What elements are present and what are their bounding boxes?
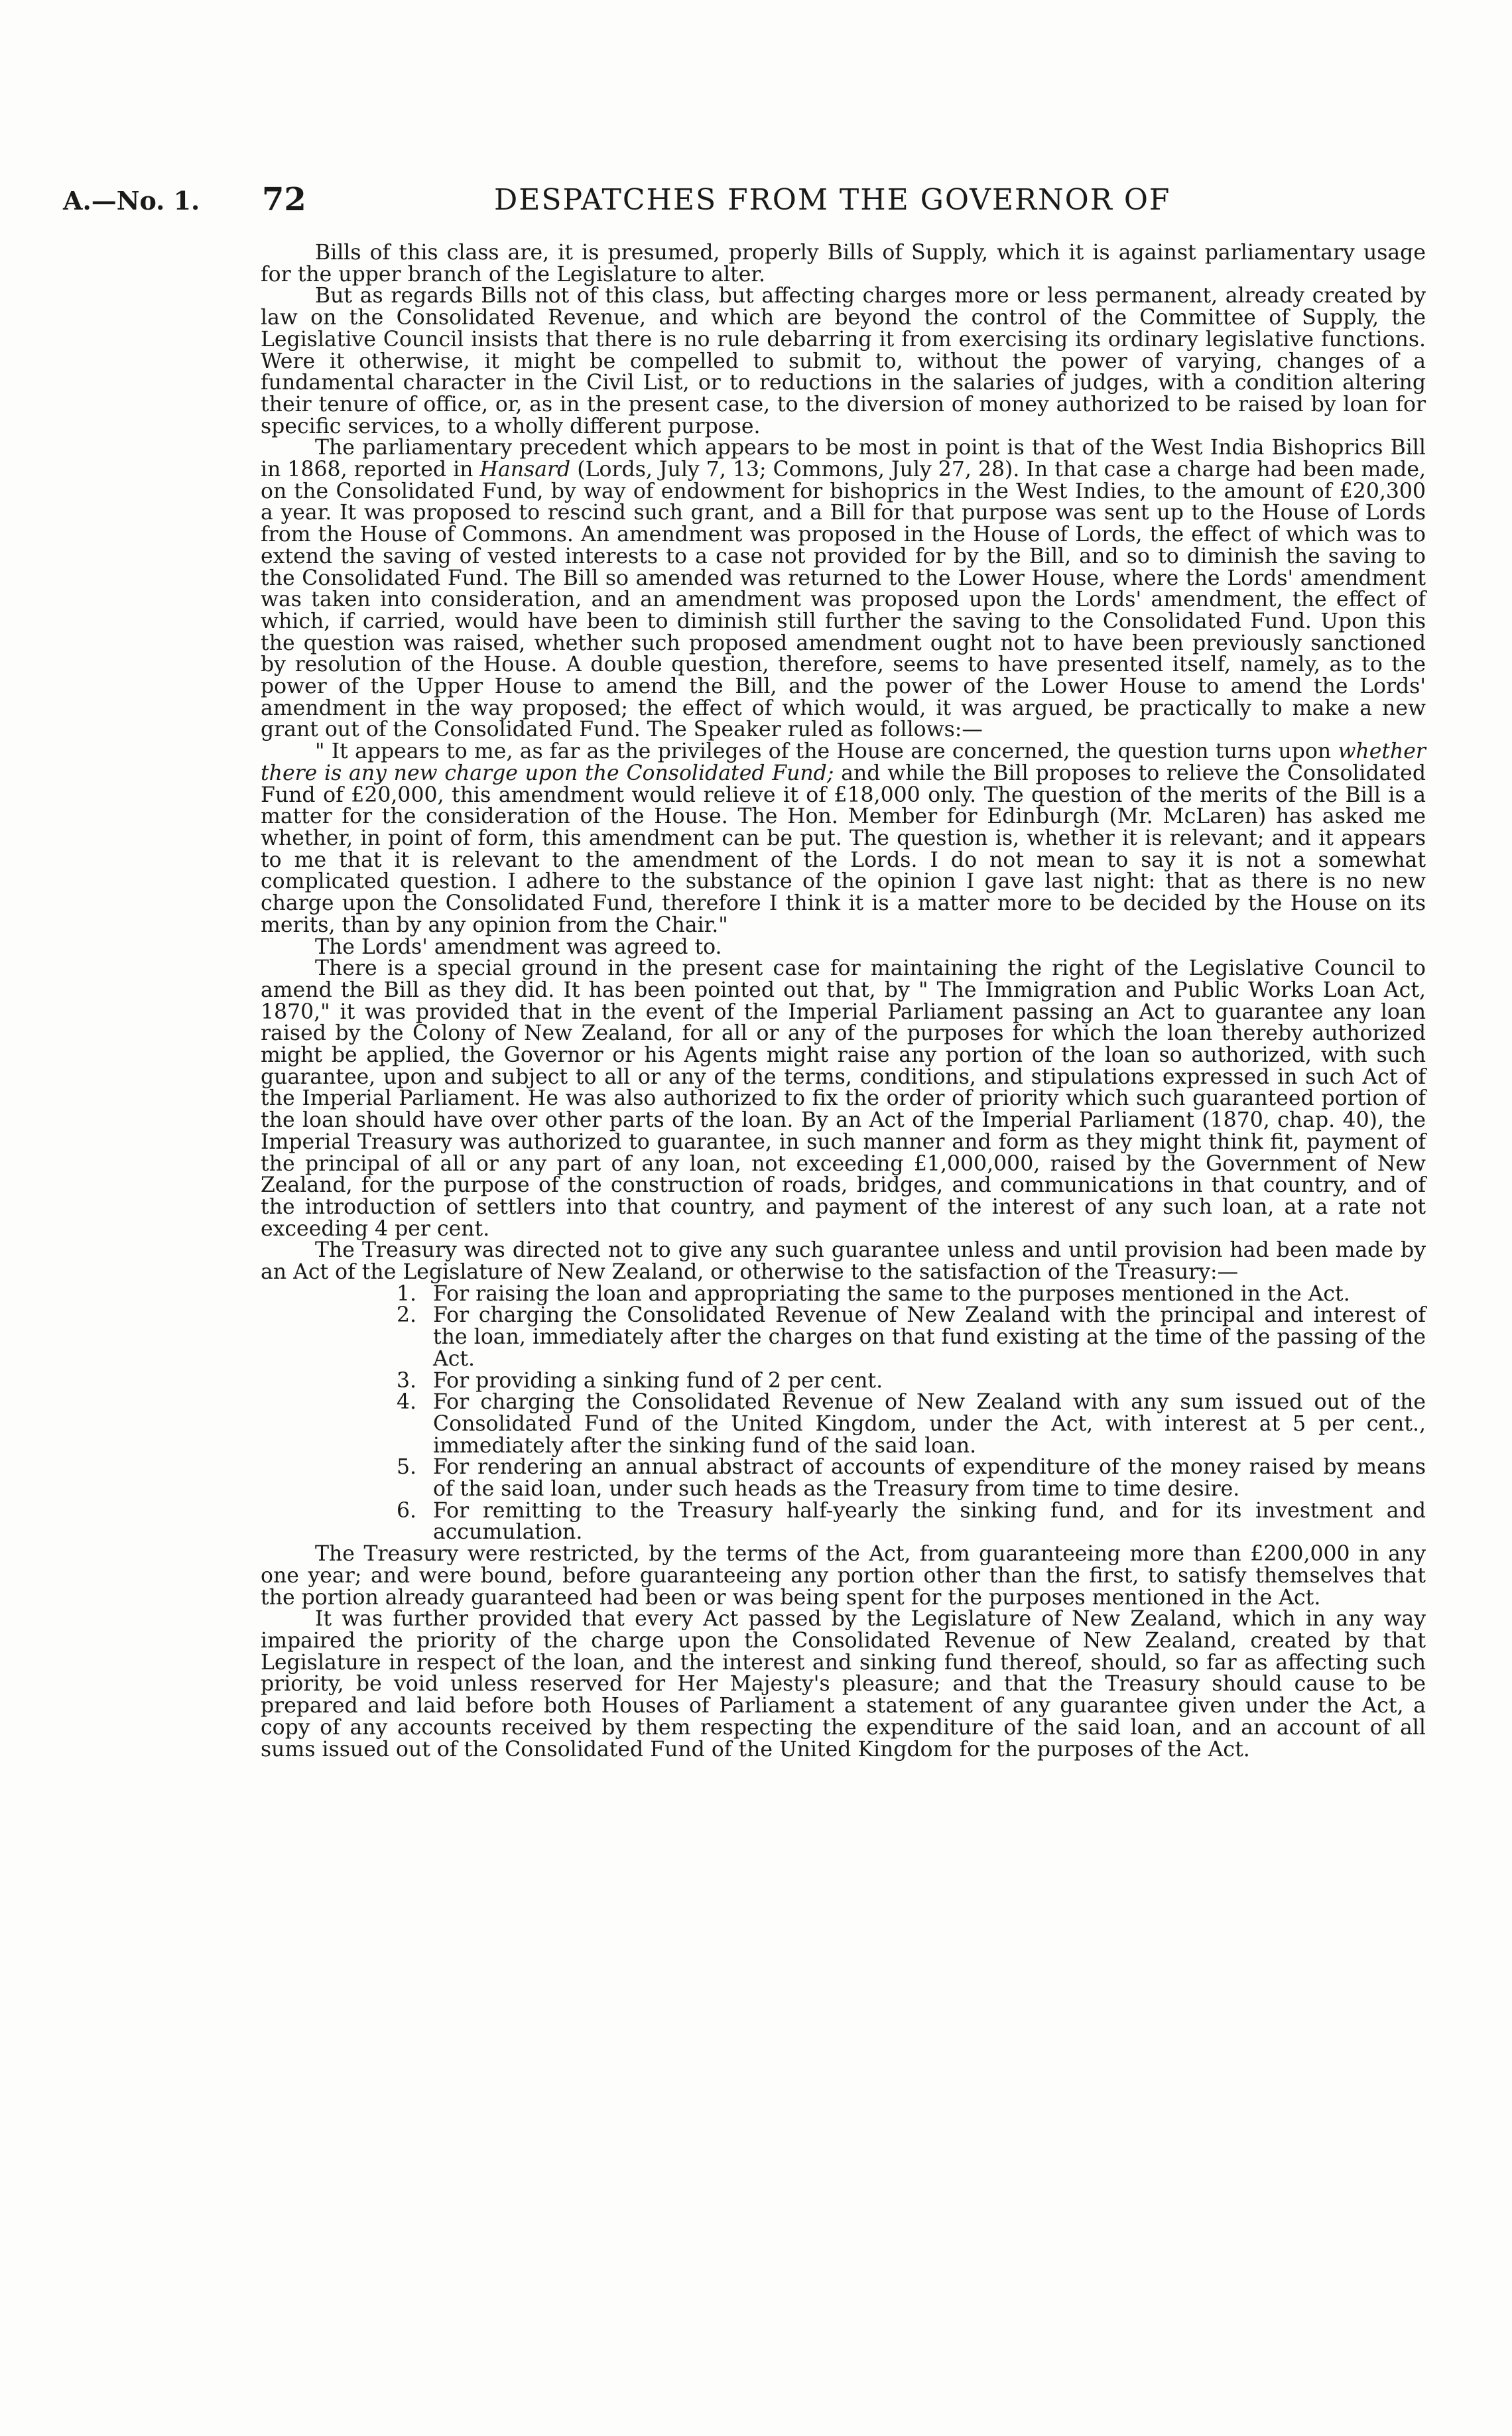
precedent-text-end: (Lords, July 7, 13; Commons, July 27, 28). In that case a charge had been made, on the Consolidated Fund, by way of endowment for bishoprics in the West Indies, to the amount of £20,300 a year. It was proposed to rescind such grant, and a Bill for that purpose was sent up to the House of Lords from the House of Commons. An amendment was proposed in the House of Lords, the effect of which was to extend the saving of vested interests to a case not provided for by the Bill, and so to diminish the saving to the Consolidated Fund. The Bill so amended was returned to the Lower House, where the Lords' amendment was taken into consideration, and an amendment was proposed upon the Lords' amendment, the effect of which, if carried, would have been to diminish still further the saving to the Consolidated Fund. Upon this the question was raised, whether such proposed amendment ought not to have been previously sanctioned by resolution of the House. A double question, therefore, seems to have presented itself, namely, as to the power of the Upper House to amend the Bill, and the power of the Lower House to amend the Lords' amendment in the way proposed; the effect of which would, it was argued, be practically to make a new grant out of the Consolidated Fund. The Speaker ruled as follows:—	[261, 458, 1426, 742]
list-number: 6.	[397, 1498, 417, 1523]
list-text: For charging the Consolidated Revenue of New Zealand with any sum issued out of the Consolidated Fund of the United Kingdom, under the Act, with interest at 5 per cent., immediately after the sinking fund of the said loan.	[433, 1390, 1426, 1458]
list-number: 1.	[397, 1281, 417, 1306]
list-text: For raising the loan and appropriating the same to the purposes mentioned in the Act.	[433, 1281, 1350, 1306]
paragraph-legislative-council: But as regards Bills not of this class, but affecting charges more or less permanent, already created by law on the Consolidated Revenue, and which are beyond the control of the Committee of Supply, the Legislative Council insists that there is no rule debarring it from exercising its ordinary legislative functions. Were it otherwise, it might be compelled to submit to, without the power of varying, changes of a fundamental character in the Civil List, or to reductions in the salaries of judges, with a condition altering their tenure of office, or, as in the present case, to the diversion of money authorized to be raised by loan for specific services, to a wholly different purpose.	[261, 284, 1426, 438]
hansard-citation: Hansard	[479, 458, 571, 482]
list-item	[397, 1305, 1426, 1370]
page-number: 72	[262, 181, 306, 218]
list-item	[397, 1456, 1426, 1500]
paragraph-speaker-ruling	[261, 741, 1426, 936]
list-item	[397, 1500, 1426, 1543]
document-reference: A.—No. 1.	[63, 186, 200, 216]
page-header	[63, 178, 1303, 224]
ruling-text-start: " It appears to me, as far as the privileges of the House are concerned, the question turns upon	[315, 739, 1338, 764]
precedent-text-start: The parliamentary precedent which appears to be most in point is that of the West India Bishoprics Bill in 1868, reported in	[261, 436, 1426, 482]
paragraph-amendment-agreed: The Lords' amendment was agreed to.	[315, 934, 722, 959]
list-item	[397, 1283, 1426, 1305]
paragraph-further-provided: It was further provided that every Act passed by the Legislature of New Zealand, which in any way impaired the priority of the charge upon the Consolidated Revenue of New Zealand, created by that Legislature in respect of the loan, and the interest and sinking fund thereof, should, so far as affecting such priority, be void unless reserved for Her Majesty's pleasure; and that the Treasury should cause to be prepared and laid before both Houses of Parliament a statement of any guarantee given under the Act, a copy of any accounts received by them respecting the expenditure of the said loan, and an account of all sums issued out of the Consolidated Fund of the United Kingdom for the purposes of the Act.	[261, 1607, 1426, 1762]
list-item	[397, 1370, 1426, 1392]
list-number: 2.	[397, 1303, 417, 1328]
list-number: 5.	[397, 1455, 417, 1480]
paragraph-special-ground: There is a special ground in the present case for maintaining the right of the Legislative Council to amend the Bill as they did. It has been pointed out that, by " The Immigration and Public Works Loan Act, 1870," it was provided that in the event of the Imperial Parliament passing an Act to guarantee any loan raised by the Colony of New Zealand, for all or any of the purposes for which the loan thereby authorized might be applied, the Governor or his Agents might raise any portion of the loan so authorized, with such guarantee, upon and subject to all or any of the terms, conditions, and stipulations expressed in such Act of the Imperial Parliament. He was also authorized to fix the order of priority which such guaranteed portion of the loan should have over other parts of the loan. By an Act of the Imperial Parliament (1870, chap. 40), the Imperial Treasury was authorized to guarantee, in such manner and form as they might think fit, payment of the principal of all or any part of any loan, not exceeding £1,000,000, raised by the Government of New Zealand, for the purpose of the construction of roads, bridges, and communications in that country, and of the introduction of settlers into that country, and payment of the interest of any such loan, at a rate not exceeding 4 per cent.	[261, 956, 1426, 1241]
list-number: 3.	[397, 1368, 417, 1393]
list-text: For providing a sinking fund of 2 per cent.	[433, 1368, 883, 1393]
running-title: DESPATCHES FROM THE GOVERNOR OF	[494, 183, 1171, 217]
document-body	[261, 242, 1426, 1760]
paragraph-treasury-restricted: The Treasury were restricted, by the terms of the Act, from guaranteeing more than £200,000 in any one year; and were bound, before guaranteeing any portion other than the first, to satisfy themselves that the portion already guaranteed had been or was being spent for the purposes mentioned in the Act.	[261, 1542, 1426, 1610]
ruling-emphasis: whether there is any new charge upon the Consolidated Fund;	[261, 739, 1426, 785]
list-number: 4.	[397, 1390, 417, 1415]
list-item	[397, 1391, 1426, 1456]
list-text: For remitting to the Treasury half-yearly the sinking fund, and for its investment and accumulation.	[433, 1498, 1426, 1545]
list-text: For charging the Consolidated Revenue of New Zealand with the principal and interest of the loan, immediately after the charges on that fund existing at the time of the passing of the Act.	[433, 1303, 1426, 1371]
paragraph-treasury-directed: The Treasury was directed not to give any such guarantee unless and until provision had been made by an Act of the Legislature of New Zealand, or otherwise to the satisfaction of the Treasury:—	[261, 1238, 1426, 1285]
paragraph-bills-of-supply: Bills of this class are, it is presumed, properly Bills of Supply, which it is against parliamentary usage for the upper branch of the Legislature to alter.	[261, 241, 1426, 287]
provisions-list	[261, 1283, 1426, 1543]
paragraph-precedent	[261, 437, 1426, 741]
list-text: For rendering an annual abstract of accounts of expenditure of the money raised by means of the said loan, under such heads as the Treasury from time to time desire.	[433, 1455, 1426, 1502]
ruling-text-end: and while the Bill proposes to relieve the Consolidated Fund of £20,000, this amendment would relieve it of £18,000 only. The question of the merits of the Bill is a matter for the consideration of the House. The Hon. Member for Edinburgh (Mr. McLaren) has asked me whether, in point of form, this amendment can be put. The question is, whether it is relevant; and it appears to me that it is relevant to the amendment of the Lords. I do not mean to say it is not a somewhat complicated question. I adhere to the substance of the opinion I gave last night: that as there is no new charge upon the Consolidated Fund, therefore I think it is a matter more to be decided by the House on its merits, than by any opinion from the Chair."	[261, 761, 1426, 937]
